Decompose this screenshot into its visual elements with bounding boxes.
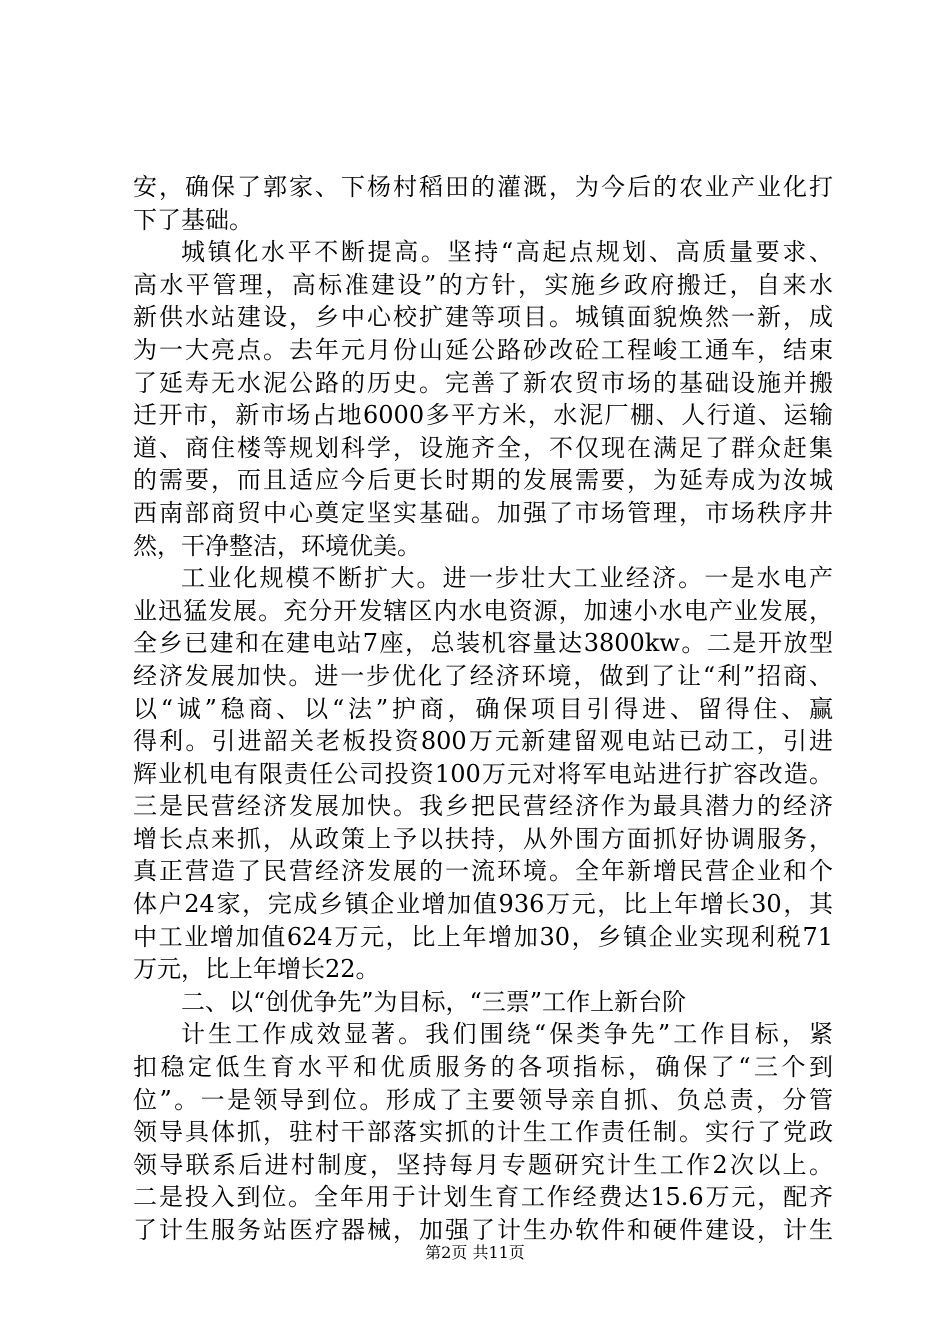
text-line: 城镇化水平不断提高。坚持“高起点规划、高质量要求、 [181, 238, 833, 267]
text-line: 二、以“创优争先”为目标，“三票”工作上新台阶 [181, 987, 687, 1016]
text-line: 中工业增加值624万元，比上年增加30，乡镇企业实现利税71 [133, 922, 833, 951]
text-line: 万元，比上年增长22。 [133, 955, 380, 984]
text-line: 了计生服务站医疗器械，加强了计生办软件和硬件建设，计生 [133, 1216, 833, 1244]
text-line: 计生工作成效显著。我们围绕“保类争先”工作目标，紧 [181, 1020, 833, 1049]
text-line: 高水平管理，高标准建设”的方针，实施乡政府搬迁，自来水 [133, 270, 833, 299]
text-line: 体户24家，完成乡镇企业增加值936万元，比上年增长30，其 [133, 890, 833, 919]
text-line: 迁开市，新市场占地6000多平方米，水泥厂棚、人行道、运输 [133, 401, 833, 430]
text-line: 的需要，而且适应今后更长时期的发展需要，为延寿成为汝城 [133, 466, 833, 495]
text-line: 增长点来抓，从政策上予以扶持，从外围方面抓好协调服务， [133, 824, 833, 853]
text-line: 辉业机电有限责任公司投资100万元对将军电站进行扩容改造。 [133, 759, 833, 788]
text-line: 领导具体抓，驻村干部落实抓的计生工作责任制。实行了党政 [133, 1118, 833, 1147]
text-line: 业迅猛发展。充分开发辖区内水电资源，加速小水电产业发展， [133, 596, 833, 625]
text-line: 然，干净整洁，环境优美。 [133, 531, 421, 560]
text-line: 工业化规模不断扩大。进一步壮大工业经济。一是水电产 [181, 564, 833, 593]
text-line: 领导联系后进村制度，坚持每月专题研究计生工作2次以上。 [133, 1150, 833, 1179]
text-line: 三是民营经济发展加快。我乡把民营经济作为最具潜力的经济 [133, 792, 833, 821]
text-line: 得利。引进韶关老板投资800万元新建留观电站已动工，引进 [133, 727, 833, 756]
text-line: 安，确保了郭家、下杨村稻田的灌溉，为今后的农业产业化打 [133, 173, 833, 201]
text-line: 位”。一是领导到位。形成了主要领导亲自抓、负总责，分管 [133, 1085, 833, 1114]
text-line: 真正营造了民营经济发展的一流环境。全年新增民营企业和个 [133, 857, 833, 886]
text-line: 全乡已建和在建电站7座，总装机容量达3800kw。二是开放型 [133, 629, 833, 658]
page-footer: 第2页 共11页 [425, 1243, 525, 1262]
text-line: 为一大亮点。去年元月份山延公路砂改砼工程峻工通车，结束 [133, 335, 833, 364]
text-line: 西南部商贸中心奠定坚实基础。加强了市场管理，市场秩序井 [133, 498, 833, 527]
text-line: 以“诚”稳商、以“法”护商，确保项目引得进、留得住、赢 [133, 694, 833, 723]
text-line: 扣稳定低生育水平和优质服务的各项指标，确保了“三个到 [133, 1053, 833, 1082]
text-line: 二是投入到位。全年用于计划生育工作经费达15.6万元，配齐 [133, 1183, 833, 1212]
text-line: 了延寿无水泥公路的历史。完善了新农贸市场的基础设施并搬 [133, 368, 833, 397]
text-line: 道、商住楼等规划科学，设施齐全，不仅现在满足了群众赶集 [133, 433, 833, 462]
document-body [133, 171, 833, 1247]
text-line: 经济发展加快。进一步优化了经济环境，做到了让“利”招商、 [133, 661, 833, 690]
text-line: 新供水站建设，乡中心校扩建等项目。城镇面貌焕然一新，成 [133, 303, 833, 332]
text-line: 下了基础。 [133, 205, 253, 234]
